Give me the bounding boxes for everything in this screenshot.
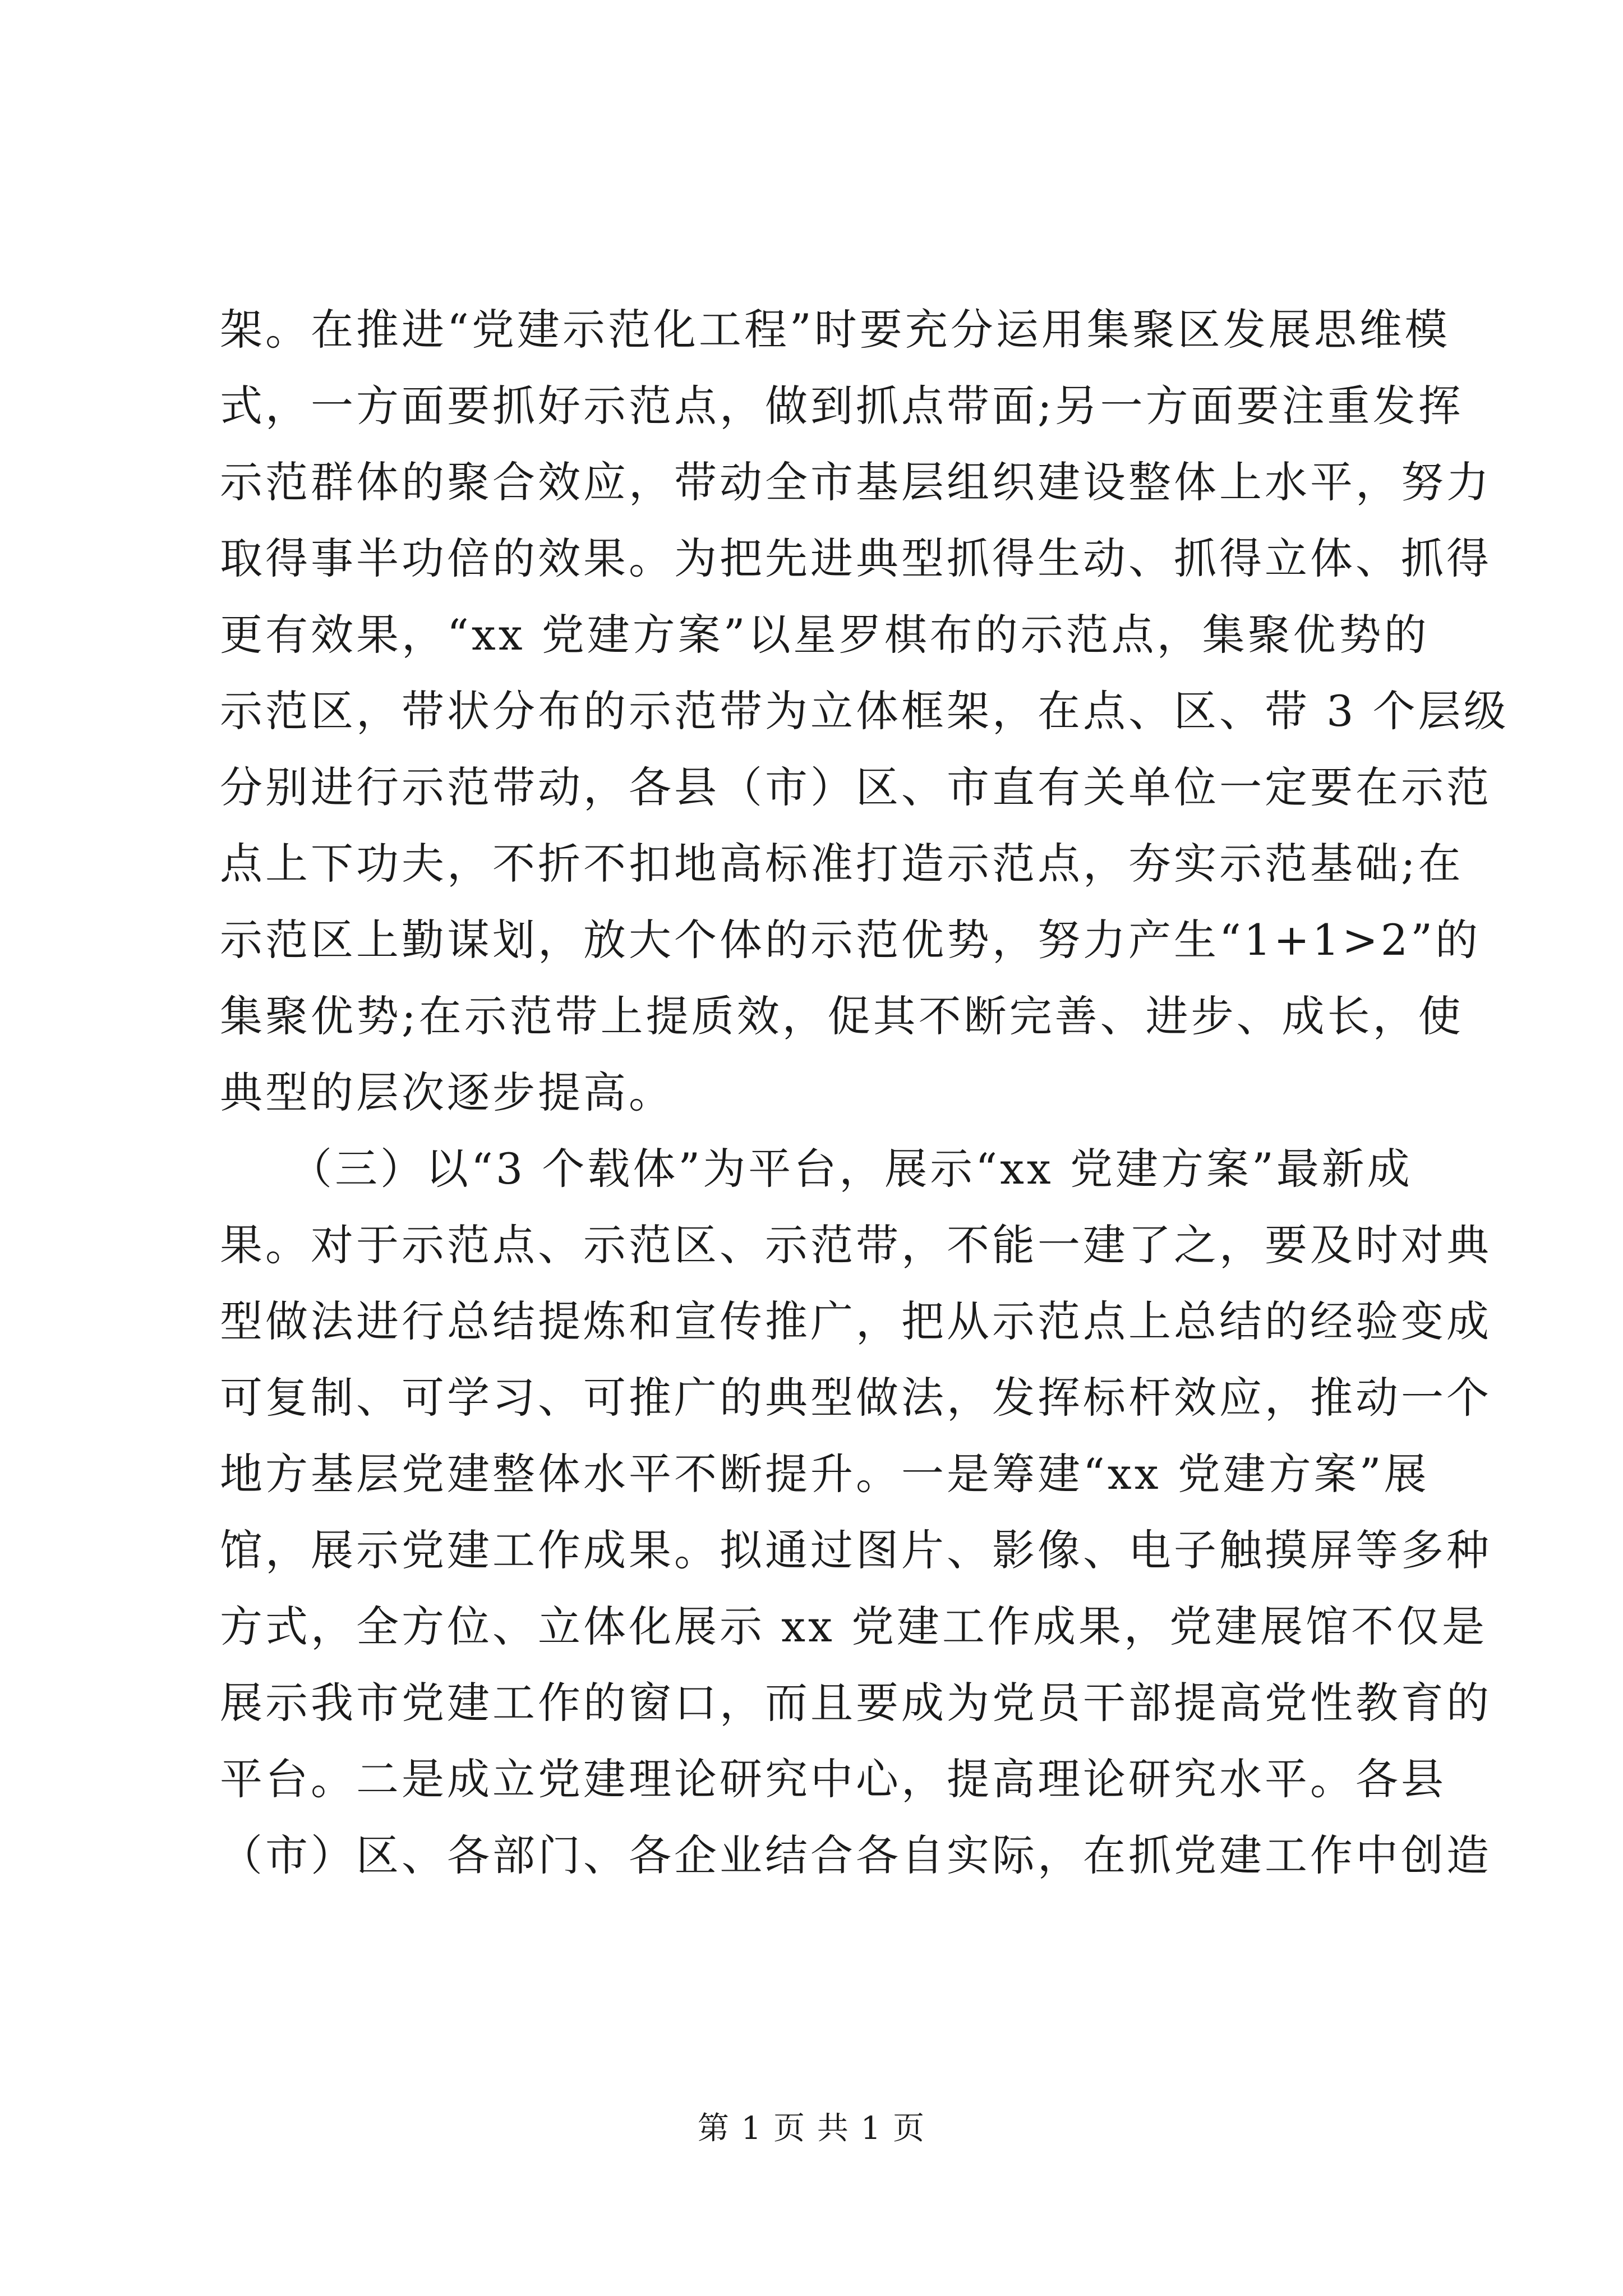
text-line: 示范群体的聚合效应，带动全市基层组织建设整体上水平，努力 xyxy=(220,457,1492,507)
text-line: 型做法进行总结提炼和宣传推广，把从示范点上总结的经验变成 xyxy=(220,1296,1492,1346)
text-line: 典型的层次逐步提高。 xyxy=(220,1068,674,1117)
text-line: 架。在推进“党建示范化工程”时要充分运用集聚区发展思维模 xyxy=(220,305,1450,355)
text-line: 展示我市党建工作的窗口，而且要成为党员干部提高党性教育的 xyxy=(220,1678,1492,1728)
text-line: 集聚优势;在示范带上提质效，促其不断完善、进步、成长，使 xyxy=(220,991,1464,1041)
text-line: 分别进行示范带动，各县（市）区、市直有关单位一定要在示范 xyxy=(220,762,1492,812)
text-line: （市）区、各部门、各企业结合各自实际，在抓党建工作中创造 xyxy=(220,1830,1492,1880)
body-text xyxy=(220,292,1509,1894)
page-footer xyxy=(0,2106,1623,2151)
text-line: （三）以“3 个载体”为平台，展示“xx 党建方案”最新成 xyxy=(220,1144,1413,1194)
text-line: 果。对于示范点、示范区、示范带，不能一建了之，要及时对典 xyxy=(220,1220,1492,1270)
page-number-label: 第 1 页 共 1 页 xyxy=(697,2110,926,2147)
text-line: 示范区上勤谋划，放大个体的示范优势，努力产生“1+1>2”的 xyxy=(220,915,1481,965)
text-line: 示范区，带状分布的示范带为立体框架，在点、区、带 3 个层级 xyxy=(220,686,1509,736)
text-line: 地方基层党建整体水平不断提升。一是筹建“xx 党建方案”展 xyxy=(220,1449,1430,1499)
text-line: 可复制、可学习、可推广的典型做法，发挥标杆效应，推动一个 xyxy=(220,1373,1492,1423)
text-line: 点上下功夫，不折不扣地高标准打造示范点，夯实示范基础;在 xyxy=(220,839,1464,889)
text-line: 取得事半功倍的效果。为把先进典型抓得生动、抓得立体、抓得 xyxy=(220,533,1492,583)
text-line: 方式，全方位、立体化展示 xx 党建工作成果，党建展馆不仅是 xyxy=(220,1602,1488,1651)
text-line: 更有效果，“xx 党建方案”以星罗棋布的示范点，集聚优势的 xyxy=(220,610,1430,660)
text-line: 平台。二是成立党建理论研究中心，提高理论研究水平。各县 xyxy=(220,1754,1446,1804)
text-line: 式，一方面要抓好示范点，做到抓点带面;另一方面要注重发挥 xyxy=(220,381,1464,431)
text-line: 馆，展示党建工作成果。拟通过图片、影像、电子触摸屏等多种 xyxy=(220,1525,1492,1575)
